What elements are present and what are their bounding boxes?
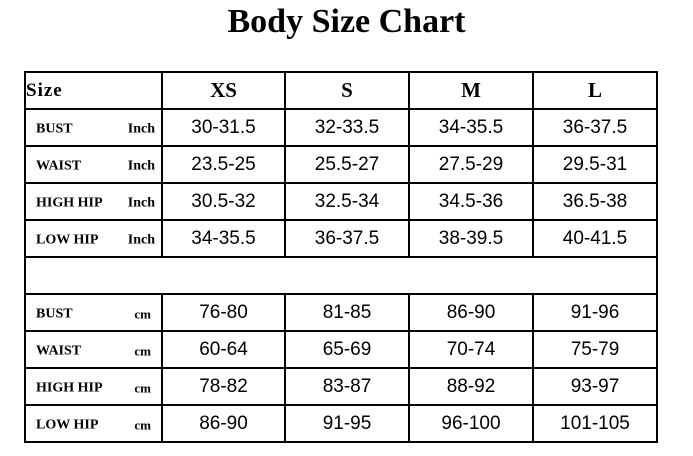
value-cell: 38-39.5 <box>409 220 533 257</box>
value-cell: 91-96 <box>533 294 657 331</box>
measure-label: WAIST <box>36 158 82 174</box>
unit-label: cm <box>134 343 151 359</box>
row-label-cell <box>25 368 162 405</box>
value-cell: 32.5-34 <box>285 183 409 220</box>
row-label-cell <box>25 220 162 257</box>
size-header-s: S <box>285 72 409 109</box>
header-row <box>25 72 657 109</box>
separator-cell <box>25 257 657 294</box>
value-cell: 60-64 <box>162 331 285 368</box>
value-cell: 30-31.5 <box>162 109 285 146</box>
value-cell: 86-90 <box>162 405 285 442</box>
value-cell: 34-35.5 <box>409 109 533 146</box>
value-cell: 76-80 <box>162 294 285 331</box>
value-cell: 34.5-36 <box>409 183 533 220</box>
value-cell: 86-90 <box>409 294 533 331</box>
measure-label: LOW HIP <box>36 232 99 248</box>
unit-label: cm <box>134 306 151 322</box>
table-row-cm-waist <box>25 331 657 368</box>
unit-label: cm <box>134 417 151 433</box>
measure-label: BUST <box>36 306 73 322</box>
measure-label: HIGH HIP <box>36 380 103 396</box>
value-cell: 65-69 <box>285 331 409 368</box>
value-cell: 40-41.5 <box>533 220 657 257</box>
value-cell: 81-85 <box>285 294 409 331</box>
table-row-cm-high-hip <box>25 368 657 405</box>
value-cell: 75-79 <box>533 331 657 368</box>
size-header-m: M <box>409 72 533 109</box>
value-cell: 25.5-27 <box>285 146 409 183</box>
value-cell: 93-97 <box>533 368 657 405</box>
row-label-cell <box>25 146 162 183</box>
unit-label: Inch <box>127 232 155 248</box>
value-cell: 78-82 <box>162 368 285 405</box>
value-cell: 34-35.5 <box>162 220 285 257</box>
measure-label: WAIST <box>36 343 82 359</box>
table-row-inch-high-hip <box>25 183 657 220</box>
measure-label: LOW HIP <box>36 417 99 433</box>
value-cell: 36-37.5 <box>533 109 657 146</box>
measure-label: BUST <box>36 121 73 137</box>
table-row-inch-bust <box>25 109 657 146</box>
row-label-cell <box>25 405 162 442</box>
separator-row <box>25 257 657 294</box>
row-label-cell <box>25 294 162 331</box>
value-cell: 29.5-31 <box>533 146 657 183</box>
size-column-header: Size <box>25 72 162 109</box>
value-cell: 91-95 <box>285 405 409 442</box>
unit-label: Inch <box>127 158 155 174</box>
value-cell: 32-33.5 <box>285 109 409 146</box>
value-cell: 70-74 <box>409 331 533 368</box>
page-title: Body Size Chart <box>227 3 466 40</box>
row-label-cell <box>25 183 162 220</box>
row-label-cell <box>25 109 162 146</box>
measure-label: HIGH HIP <box>36 195 103 211</box>
unit-label: cm <box>134 380 151 396</box>
unit-label: Inch <box>127 195 155 211</box>
row-label-cell <box>25 331 162 368</box>
value-cell: 83-87 <box>285 368 409 405</box>
table-row-inch-low-hip <box>25 220 657 257</box>
value-cell: 96-100 <box>409 405 533 442</box>
value-cell: 36-37.5 <box>285 220 409 257</box>
value-cell: 27.5-29 <box>409 146 533 183</box>
value-cell: 30.5-32 <box>162 183 285 220</box>
value-cell: 23.5-25 <box>162 146 285 183</box>
value-cell: 36.5-38 <box>533 183 657 220</box>
table-row-cm-bust <box>25 294 657 331</box>
table-row-cm-low-hip <box>25 405 657 442</box>
value-cell: 101-105 <box>533 405 657 442</box>
value-cell: 88-92 <box>409 368 533 405</box>
table-row-inch-waist <box>25 146 657 183</box>
size-header-xs: XS <box>162 72 285 109</box>
size-chart-table <box>24 71 658 443</box>
size-header-l: L <box>533 72 657 109</box>
unit-label: Inch <box>127 121 155 137</box>
